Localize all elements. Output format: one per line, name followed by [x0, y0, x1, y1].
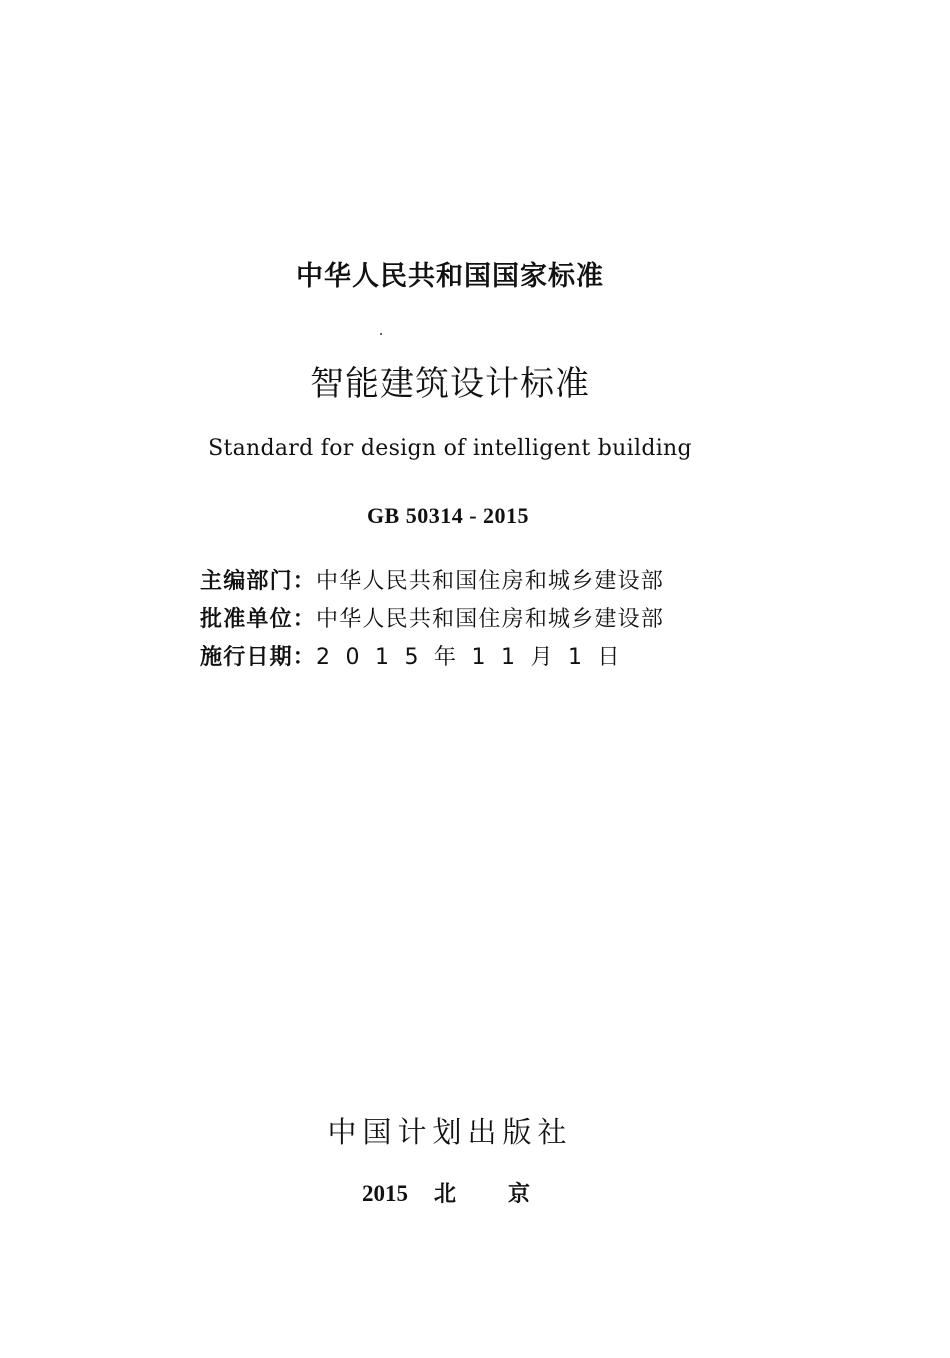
imprint-city-char-2: 京 — [508, 1182, 531, 1207]
info-row-approver — [200, 607, 664, 633]
info-row-editor — [200, 569, 664, 595]
standard-title-chinese: 智能建筑设计标准 — [310, 364, 590, 404]
date-value: 2015年11月1日 — [316, 645, 635, 670]
approver-value: 中华人民共和国住房和城乡建设部 — [316, 607, 665, 632]
stray-dot — [380, 333, 382, 335]
date-label: 施行日期： — [200, 645, 317, 670]
standard-title-english: Standard for design of intelligent building — [208, 436, 692, 461]
editor-label: 主编部门： — [200, 569, 317, 594]
info-row-date — [200, 645, 635, 671]
approver-label: 批准单位： — [200, 607, 317, 632]
standard-code: GB 50314 - 2015 — [366, 503, 530, 528]
series-title: 中华人民共和国国家标准 — [296, 261, 604, 292]
publisher-name: 中国计划出版社 — [327, 1115, 573, 1149]
editor-value: 中华人民共和国住房和城乡建设部 — [316, 569, 665, 594]
imprint-city-char-1: 北 — [434, 1182, 457, 1207]
imprint — [362, 1177, 530, 1208]
imprint-year: 2015 — [362, 1181, 408, 1206]
